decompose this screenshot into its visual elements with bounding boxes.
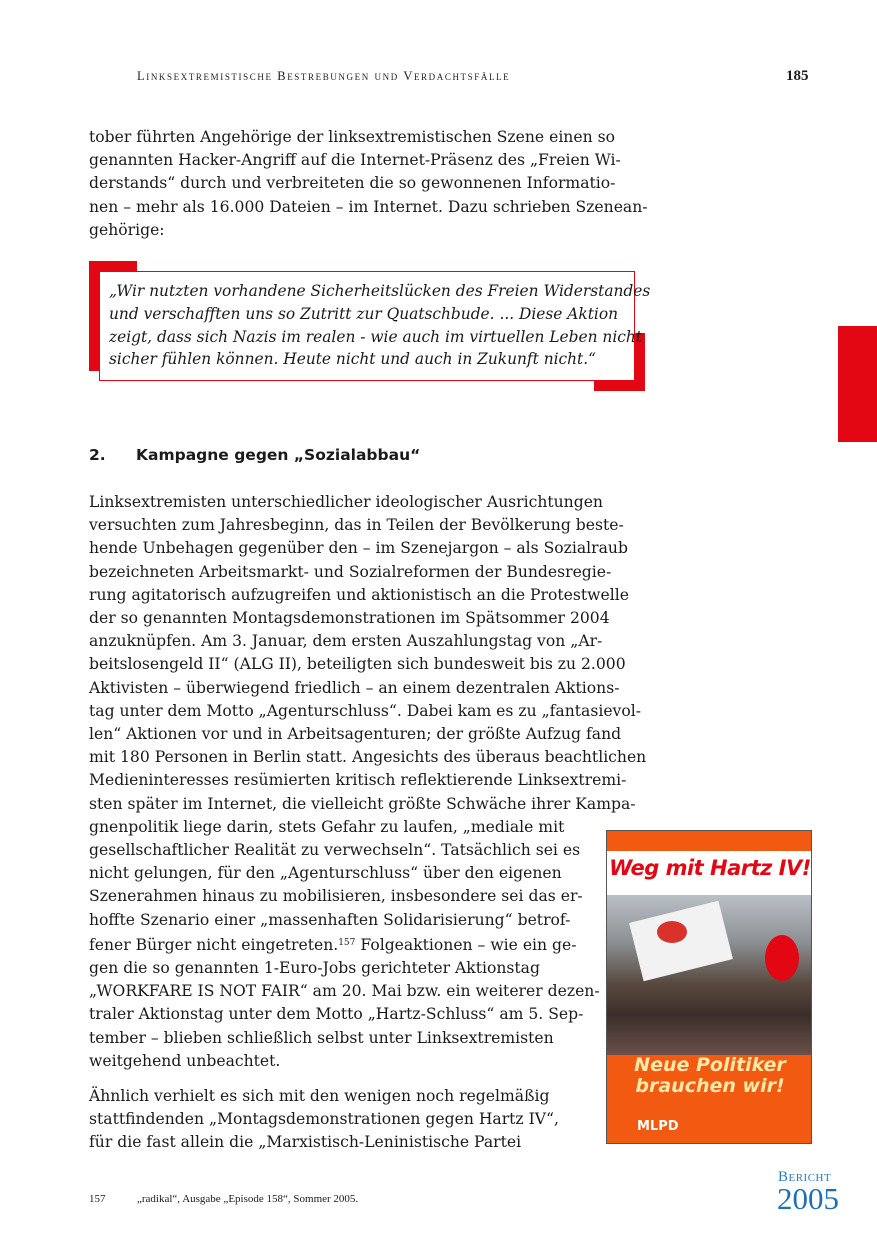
poster-slogan-line: Neue Politiker bbox=[634, 1054, 786, 1076]
section-number: 2. bbox=[89, 446, 106, 464]
text-line: gen die so genannten 1-Euro-Jobs gerichteter Aktionstag bbox=[89, 959, 540, 978]
poster-party-logo: MLPD bbox=[637, 1119, 679, 1134]
text-line: mit 180 Personen in Berlin statt. Angesichts des überaus beachtlichen bbox=[89, 748, 647, 767]
text-line: hoffte Szenario einer „massenhaften Solidarisierung“ betrof- bbox=[89, 910, 571, 929]
text-line: gnenpolitik liege darin, stets Gefahr zu laufen, „mediale mit bbox=[89, 817, 565, 836]
paragraph-1 bbox=[89, 126, 649, 242]
text-line: Aktivisten – überwiegend friedlich – an einem dezentralen Aktions- bbox=[89, 678, 620, 697]
text-line: der so genannten Montagsdemonstrationen im Spätsommer 2004 bbox=[89, 609, 610, 628]
text-line: tember – blieben schließlich selbst unter Linksextremisten bbox=[89, 1028, 554, 1047]
footnote-text: „radikal“, Ausgabe „Episode 158“, Sommer 2005. bbox=[137, 1193, 359, 1205]
text-line: anzuknüpfen. Am 3. Januar, dem ersten Auszahlungstag von „Ar- bbox=[89, 632, 603, 651]
text-segment: Folgeaktionen – wie ein ge- bbox=[355, 935, 577, 954]
quote-line: zeigt, dass sich Nazis im realen - wie auch im virtuellen Leben nicht bbox=[109, 327, 642, 346]
text-segment: fener Bürger nicht eingetreten. bbox=[89, 935, 339, 954]
text-line: sten später im Internet, die vielleicht größte Schwäche ihrer Kampa- bbox=[89, 794, 636, 813]
poster-slogan bbox=[607, 1055, 812, 1097]
text-line: Linksextremisten unterschiedlicher ideologischer Ausrichtungen bbox=[89, 493, 603, 511]
text-line: len“ Aktionen vor und in Arbeitsagenturen; der größte Aufzug fand bbox=[89, 725, 622, 744]
text-line: nicht gelungen, für den „Agenturschluss“ über den eigenen bbox=[89, 864, 562, 883]
text-line: „WORKFARE IS NOT FAIR“ am 20. Mai bzw. ein weiterer dezen- bbox=[89, 982, 600, 1001]
text-line: Szenerahmen hinaus zu mobilisieren, insbesondere sei das er- bbox=[89, 887, 583, 906]
text-line: rung agitatorisch aufzugreifen und aktionistisch an die Protestwelle bbox=[89, 585, 629, 604]
text-line: tag unter dem Motto „Agenturschluss“. Dabei kam es zu „fantasievol- bbox=[89, 701, 642, 720]
quote-line: „Wir nutzten vorhandene Sicherheitslücken des Freien Widerstandes bbox=[109, 282, 651, 300]
poster-headline: Weg mit Hartz IV! bbox=[609, 856, 811, 880]
text-line: genannten Hacker-Angriff auf die Internet-Präsenz des „Freien Wi- bbox=[89, 151, 621, 170]
text-line: für die fast allein die „Marxistisch-Leninistische Partei bbox=[89, 1133, 522, 1152]
text-line: nen – mehr als 16.000 Dateien – im Internet. Dazu schrieben Szenean- bbox=[89, 197, 648, 216]
quote-line: und verschafften uns so Zutritt zur Quatschbude. ... Diese Aktion bbox=[109, 304, 619, 323]
running-head: Linksextremistische Bestrebungen und Verdachtsfälle bbox=[137, 69, 511, 83]
text-line: Medieninteresses resümierten kritisch reflektierende Linksextremi- bbox=[89, 771, 627, 790]
chapter-marker-tab bbox=[838, 326, 877, 442]
text-line: bezeichneten Arbeitsmarkt- und Sozialreformen der Bundesregie- bbox=[89, 562, 612, 581]
page-number: 185 bbox=[786, 68, 809, 84]
text-line: stattfindenden „Montagsdemonstrationen gegen Hartz IV“, bbox=[89, 1110, 559, 1129]
text-line: traler Aktionstag unter dem Motto „Hartz-Schluss“ am 5. Sep- bbox=[89, 1005, 584, 1024]
text-line: gehörige: bbox=[89, 220, 165, 239]
footnote-reference[interactable]: 157 bbox=[338, 937, 356, 948]
text-line-with-footnote bbox=[89, 932, 649, 957]
section-title: Kampagne gegen „Sozialabbau“ bbox=[136, 446, 421, 464]
poster-slogan-line: brauchen wir! bbox=[635, 1075, 785, 1097]
poster-flag-emblem bbox=[657, 921, 687, 943]
text-line: beitslosengeld II“ (ALG II), beteiligten sich bundesweit bis zu 2.000 bbox=[89, 655, 626, 674]
text-line: derstands“ durch und verbreiteten die so gewonnenen Informatio- bbox=[89, 174, 616, 193]
quote-line: sicher fühlen können. Heute nicht und auch in Zukunft nicht.“ bbox=[109, 350, 597, 369]
text-line: versuchten zum Jahresbeginn, das in Teilen der Bevölkerung beste- bbox=[89, 516, 624, 535]
footnote-number: 157 bbox=[89, 1193, 106, 1205]
text-line: hende Unbehagen gegenüber den – im Szenejargon – als Sozialraub bbox=[89, 539, 628, 558]
text-line: Ähnlich verhielt es sich mit den wenigen noch regelmäßig bbox=[89, 1087, 550, 1105]
paragraph-2 bbox=[89, 491, 649, 1073]
text-line: gesellschaftlicher Realität zu verwechseln“. Tatsächlich sei es bbox=[89, 841, 581, 860]
report-logo-year: 2005 bbox=[777, 1181, 839, 1216]
text-line: tober führten Angehörige der linksextremistischen Szene einen so bbox=[89, 128, 615, 146]
text-line: weitgehend unbeachtet. bbox=[89, 1051, 281, 1070]
quote-text bbox=[109, 280, 651, 371]
paragraph-3 bbox=[89, 1085, 649, 1155]
report-logo-label: Bericht bbox=[778, 1169, 832, 1185]
protest-poster-image bbox=[606, 830, 812, 1144]
poster-protest-sign bbox=[765, 935, 799, 981]
